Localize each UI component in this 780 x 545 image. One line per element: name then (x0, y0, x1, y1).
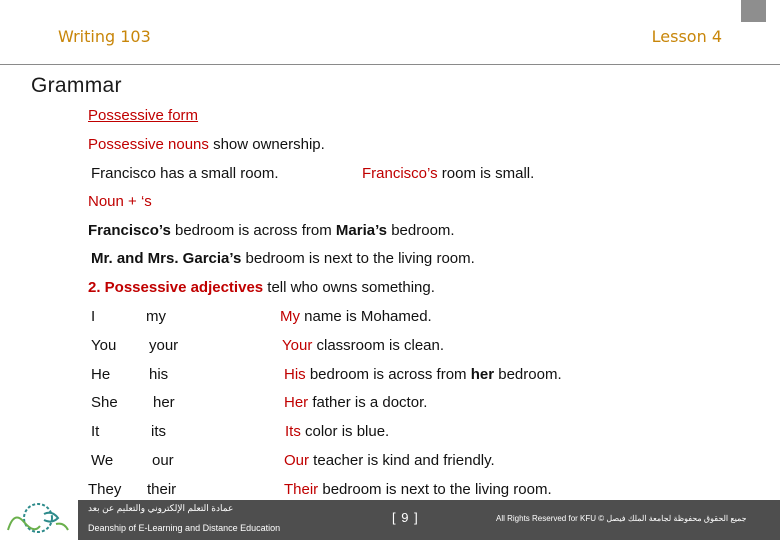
footer-bar (0, 500, 780, 540)
pronoun-cell: They (88, 481, 122, 498)
example-sentence-left: Francisco has a small room. (91, 165, 279, 182)
example-adjective: Their (284, 481, 319, 498)
example-right-rest: room is small. (437, 165, 535, 182)
ex2-possessive-2: Maria’s (335, 222, 388, 239)
example-line-2 (88, 222, 455, 239)
footer-arabic-deanship: عمادة التعلم الإلكتروني والتعليم عن بعد (88, 503, 234, 513)
example-rest: father is a doctor. (308, 394, 428, 411)
slide-title: Grammar (31, 74, 122, 97)
footer-rights: All Rights Reserved for KFU © جميع الحقوق محفوظة لجامعة الملك فيصل (496, 514, 747, 523)
adjective-cell: my (146, 308, 166, 325)
example-rest: classroom is clean. (312, 337, 445, 354)
example-adjective: His (284, 366, 306, 383)
page-number: [ 9 ] (392, 510, 419, 525)
adjective-cell: their (147, 481, 177, 498)
definition-rest: show ownership. (208, 136, 325, 153)
section2-rest: tell who owns something. (263, 279, 435, 296)
pronoun-cell: He (91, 366, 111, 383)
example-cell (285, 423, 389, 440)
example-cell (284, 452, 495, 469)
example-possessive: Francisco’s (362, 165, 438, 182)
ex3-possessive: Mr. and Mrs. Garcia’s (91, 250, 242, 267)
example-cell (284, 366, 562, 383)
example-rest: color is blue. (300, 423, 390, 440)
header-divider (0, 64, 780, 65)
adjective-cell: its (151, 423, 166, 440)
adjective-cell: our (152, 452, 174, 469)
example-rest: teacher is kind and friendly. (309, 452, 495, 469)
course-label: Writing 103 (58, 27, 151, 46)
adjective-cell: his (149, 366, 169, 383)
ex3-rest: bedroom is next to the living room. (241, 250, 475, 267)
definition-term: Possessive nouns (88, 136, 209, 153)
section-heading-possessive-form: Possessive form (88, 107, 199, 124)
corner-tab (741, 0, 766, 22)
example-adjective: Its (285, 423, 301, 440)
lesson-label: Lesson 4 (651, 27, 722, 46)
example-line-3 (91, 250, 475, 267)
rule-line: Noun + ‘s (88, 193, 152, 210)
ex2-possessive-1: Francisco’s (88, 222, 171, 239)
example-sentence-right (362, 165, 534, 182)
footer-deanship: Deanship of E-Learning and Distance Education (88, 523, 281, 533)
pronoun-cell: We (91, 452, 114, 469)
pronoun-cell: You (91, 337, 117, 354)
example-rest: name is Mohamed. (300, 308, 432, 325)
kfu-logo (0, 500, 78, 540)
pronoun-cell: It (91, 423, 100, 440)
ex2-middle: bedroom is across from (170, 222, 336, 239)
example-rest: bedroom is next to the living room. (318, 481, 552, 498)
adjective-cell: your (149, 337, 179, 354)
example-adjective: Your (282, 337, 313, 354)
example-cell (284, 481, 552, 498)
pronoun-cell: I (91, 308, 96, 325)
example-bold-word: her (470, 366, 495, 383)
section-heading-possessive-adjectives (88, 279, 435, 296)
example-adjective: My (280, 308, 300, 325)
example-adjective: Our (284, 452, 310, 469)
example-tail: bedroom. (494, 366, 562, 383)
example-adjective: Her (284, 394, 309, 411)
pronoun-cell: She (91, 394, 118, 411)
example-cell (282, 337, 444, 354)
example-rest: bedroom is across from (305, 366, 471, 383)
ex2-end: bedroom. (387, 222, 455, 239)
definition-line (88, 136, 325, 153)
example-cell (280, 308, 432, 325)
adjective-cell: her (153, 394, 175, 411)
section2-bold: 2. Possessive adjectives (88, 279, 264, 296)
example-cell (284, 394, 427, 411)
